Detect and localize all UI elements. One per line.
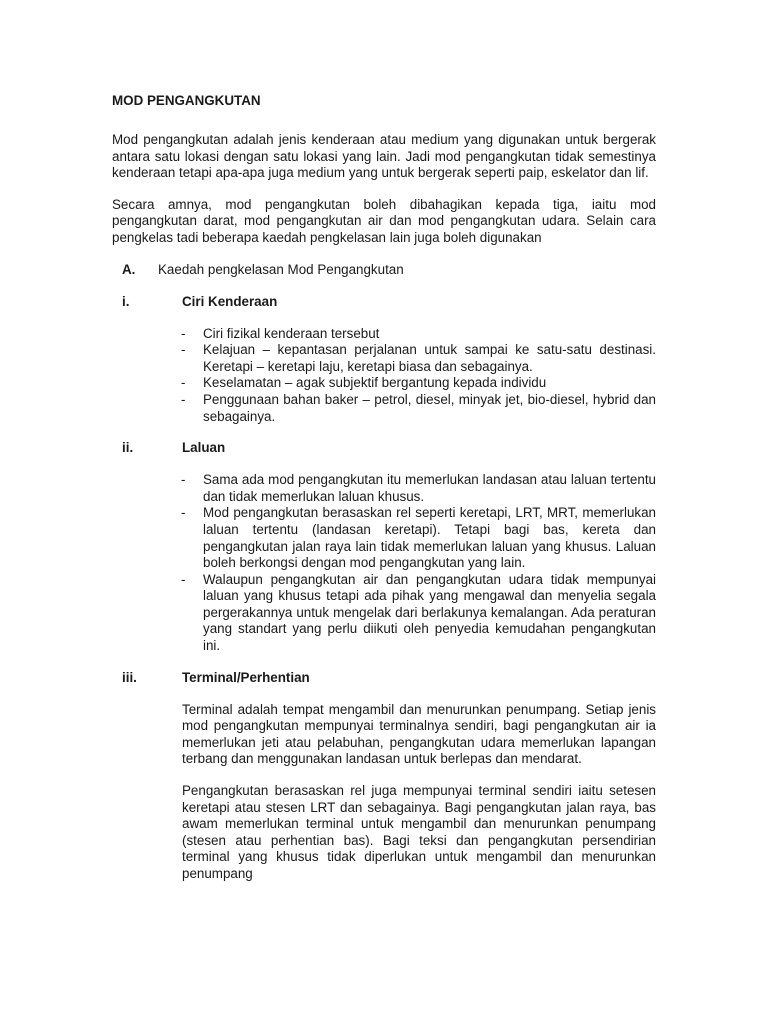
bullet-dash: - — [181, 325, 186, 341]
bullet-dash: - — [181, 472, 186, 488]
section-heading — [112, 294, 656, 311]
section-heading — [112, 670, 656, 687]
list-item-text: Sama ada mod pengangkutan itu memerlukan landasan atau laluan tertentu dan tidak memerlukan laluan khusus. — [203, 472, 656, 504]
list-item — [181, 375, 656, 392]
list-item — [181, 342, 656, 375]
list-item-text: Walaupun pengangkutan air dan pengangkutan udara tidak mempunyai laluan yang khusus tetapi ada pihak yang mengawal dan menyelia segala pergerakannya untuk mengelak dari berlakunya kemalangan. Ada peraturan yang standart yang perlu diikuti oleh penyedia kemudahan pengangkutan ini. — [203, 571, 656, 654]
bullet-dash: - — [181, 375, 186, 391]
section-heading — [112, 440, 656, 457]
document-title: MOD PENGANGKUTAN — [112, 93, 261, 108]
bullet-dash: - — [181, 505, 186, 521]
list-item — [181, 391, 656, 425]
section-title: Laluan — [182, 440, 226, 456]
list-item — [181, 472, 656, 505]
section-number: i. — [122, 293, 130, 309]
bullet-dash: - — [181, 571, 186, 587]
section-body — [182, 702, 656, 883]
list-item-text: Ciri fizikal kenderaan tersebut — [203, 325, 380, 341]
bullet-dash: - — [181, 342, 186, 358]
list-item — [181, 505, 656, 571]
section-number: ii. — [122, 440, 134, 456]
section-title: Ciri Kenderaan — [182, 293, 278, 309]
bullet-list — [112, 326, 656, 426]
list-item-text: Penggunaan bahan baker – petrol, diesel, minyak jet, bio-diesel, hybrid dan sebagainya. — [203, 391, 656, 424]
intro-paragraph: Mod pengangkutan adalah jenis kenderaan atau medium yang digunakan untuk bergerak antara satu lokasi dengan satu lokasi yang lain. Jadi mod pengangkutan tidak semestinya kenderaan tetapi apa-apa juga medium yang untuk bergerak seperti paip, eskelator dan lif. — [112, 132, 656, 181]
list-item — [181, 325, 656, 343]
section-a-label: A. — [122, 261, 136, 277]
intro-paragraph: Secara amnya, mod pengangkutan boleh dibahagikan kepada tiga, iaitu mod pengangkutan darat, mod pengangkutan air dan mod pengangkutan udara. Selain cara pengkelas tadi beberapa kaedah pengkelasan lain juga boleh digunakan — [112, 196, 656, 245]
section-title: Terminal/Perhentian — [182, 669, 310, 685]
list-item — [181, 571, 656, 655]
section-number: iii. — [122, 669, 137, 685]
bullet-list — [112, 472, 656, 655]
body-paragraph: Pengangkutan berasaskan rel juga mempunyai terminal sendiri iaitu setesen keretapi atau stesen LRT dan sebagainya. Bagi pengangkutan jalan raya, bas awam memerlukan terminal untuk mengambil dan menurunkan penumpang (stesen atau perhentian bas). Bagi teksi dan pengangkutan persendirian terminal yang khusus tidak diperlukan untuk mengambil dan menurunkan penumpang — [182, 783, 656, 881]
body-paragraph: Terminal adalah tempat mengambil dan menurunkan penumpang. Setiap jenis mod pengangkutan mempunyai terminalnya sendiri, bagi pengangkutan air ia memerlukan jeti atau pelabuhan, pengangkutan udara memerlukan lapangan terbang dan menggunakan landasan untuk berlepas dan mendarat. — [182, 701, 656, 767]
document-page — [112, 93, 656, 883]
list-item-text: Kelajuan – kepantasan perjalanan untuk sampai ke satu-satu destinasi. Keretapi – keretapi laju, keretapi biasa dan sebagainya. — [203, 342, 656, 374]
list-item-text: Mod pengangkutan berasaskan rel seperti keretapi, LRT, MRT, memerlukan laluan tertentu (landasan keretapi). Tetapi bagi bas, kereta dan pengangkutan jalan raya lain tidak memerlukan laluan yang khusus. Laluan boleh berkongsi dengan mod pengangkutan yang lain. — [203, 505, 656, 571]
section-a-text: Kaedah pengkelasan Mod Pengangkutan — [158, 261, 404, 277]
bullet-dash: - — [181, 391, 186, 407]
list-item-text: Keselamatan – agak subjektif bergantung kepada individu — [203, 375, 547, 391]
section-a-heading — [112, 262, 656, 279]
